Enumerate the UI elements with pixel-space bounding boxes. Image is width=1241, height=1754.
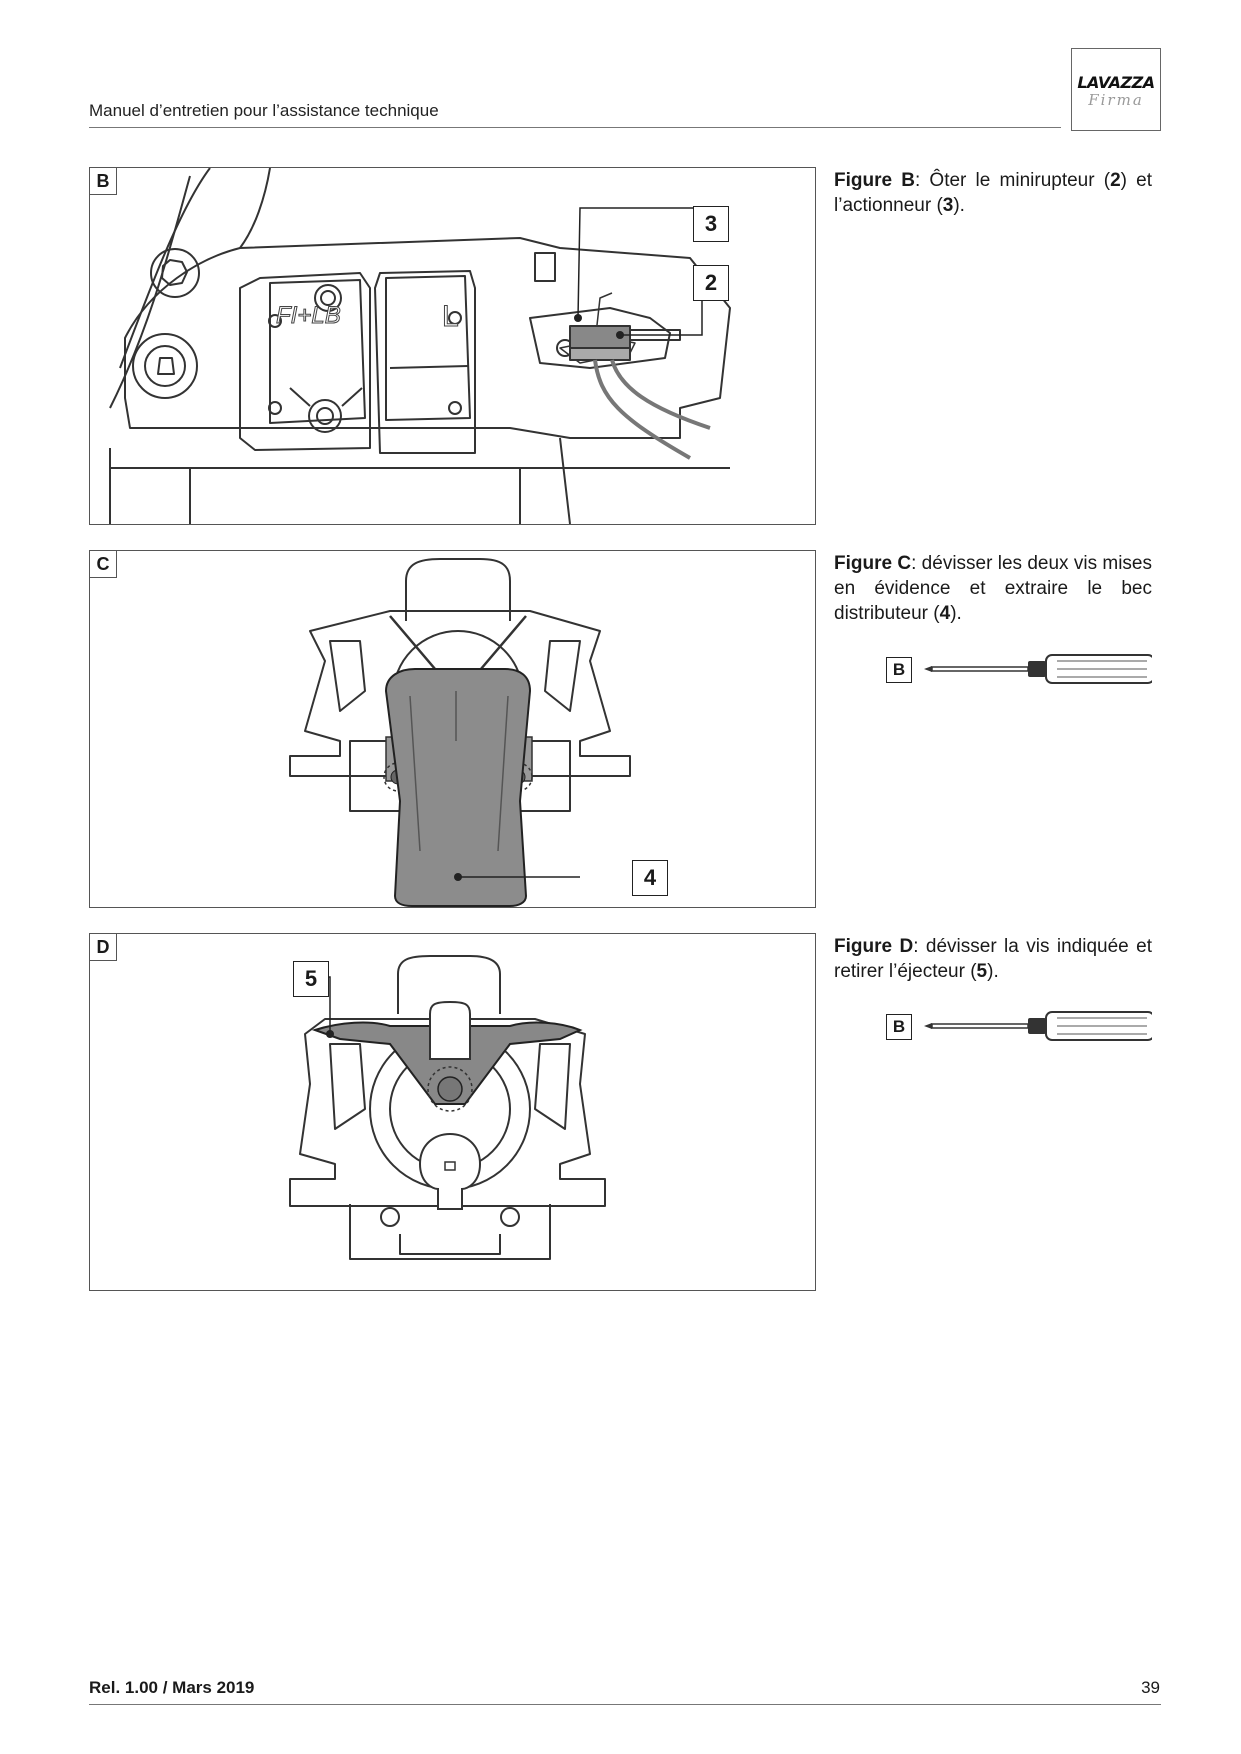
fi-lb-marking: FI+LB <box>276 302 341 329</box>
callout-4: 4 <box>632 860 668 896</box>
footer-divider <box>89 1704 1161 1705</box>
caption-d-ref-5: 5 <box>976 961 988 982</box>
caption-b-text-2: ) et l’actionneur ( <box>834 170 1153 216</box>
logo-sub-text: Firma <box>1088 91 1144 109</box>
l-marking: L <box>442 300 459 333</box>
tool-indicator-c <box>886 649 1156 689</box>
caption-c-text-1: : dévisser les deux vis mises en évidence et extraire le bec distributeur ( <box>834 553 1152 624</box>
caption-figure-b <box>834 168 1152 218</box>
caption-b-prefix: Figure B <box>834 170 915 191</box>
caption-b-ref-3: 3 <box>942 195 954 216</box>
caption-c-text-2: ). <box>950 603 962 624</box>
logo-brand-text: LAVAZZA <box>1077 73 1155 92</box>
caption-figure-c <box>834 551 1152 626</box>
tool-badge-d: B <box>886 1014 912 1040</box>
figure-d-label: D <box>90 934 117 961</box>
caption-b-text-1: : Ôter le minirupteur ( <box>914 170 1111 191</box>
caption-b-text-3: ). <box>953 195 965 216</box>
figure-b-label: B <box>90 168 117 195</box>
callout-3: 3 <box>693 206 729 242</box>
figure-b <box>89 167 816 525</box>
brand-logo <box>1071 48 1161 131</box>
caption-c-ref-4: 4 <box>939 603 951 624</box>
caption-c-prefix: Figure C <box>834 553 912 574</box>
caption-d-text-1: : dévisser la vis indiquée et retirer l’éjecteur ( <box>834 936 1153 982</box>
tool-indicator-d <box>886 1006 1156 1046</box>
screwdriver-icon <box>922 649 1152 689</box>
callout-5: 5 <box>293 961 329 997</box>
header-title: Manuel d’entretien pour l’assistance technique <box>89 101 439 120</box>
caption-d-prefix: Figure D <box>834 936 914 957</box>
caption-figure-d <box>834 934 1152 984</box>
callout-2: 2 <box>693 265 729 301</box>
figure-d <box>89 933 816 1291</box>
figure-d-illustration <box>90 934 815 1290</box>
screwdriver-icon <box>922 1006 1152 1046</box>
footer-release: Rel. 1.00 / Mars 2019 <box>89 1678 255 1697</box>
caption-b-ref-2: 2 <box>1110 170 1121 191</box>
caption-d-text-2: ). <box>987 961 999 982</box>
figure-c-label: C <box>90 551 117 578</box>
page-number: 39 <box>1141 1678 1160 1697</box>
tool-badge-c: B <box>886 657 912 683</box>
figure-c <box>89 550 816 908</box>
figure-c-illustration <box>90 551 815 907</box>
header-divider <box>89 127 1061 128</box>
